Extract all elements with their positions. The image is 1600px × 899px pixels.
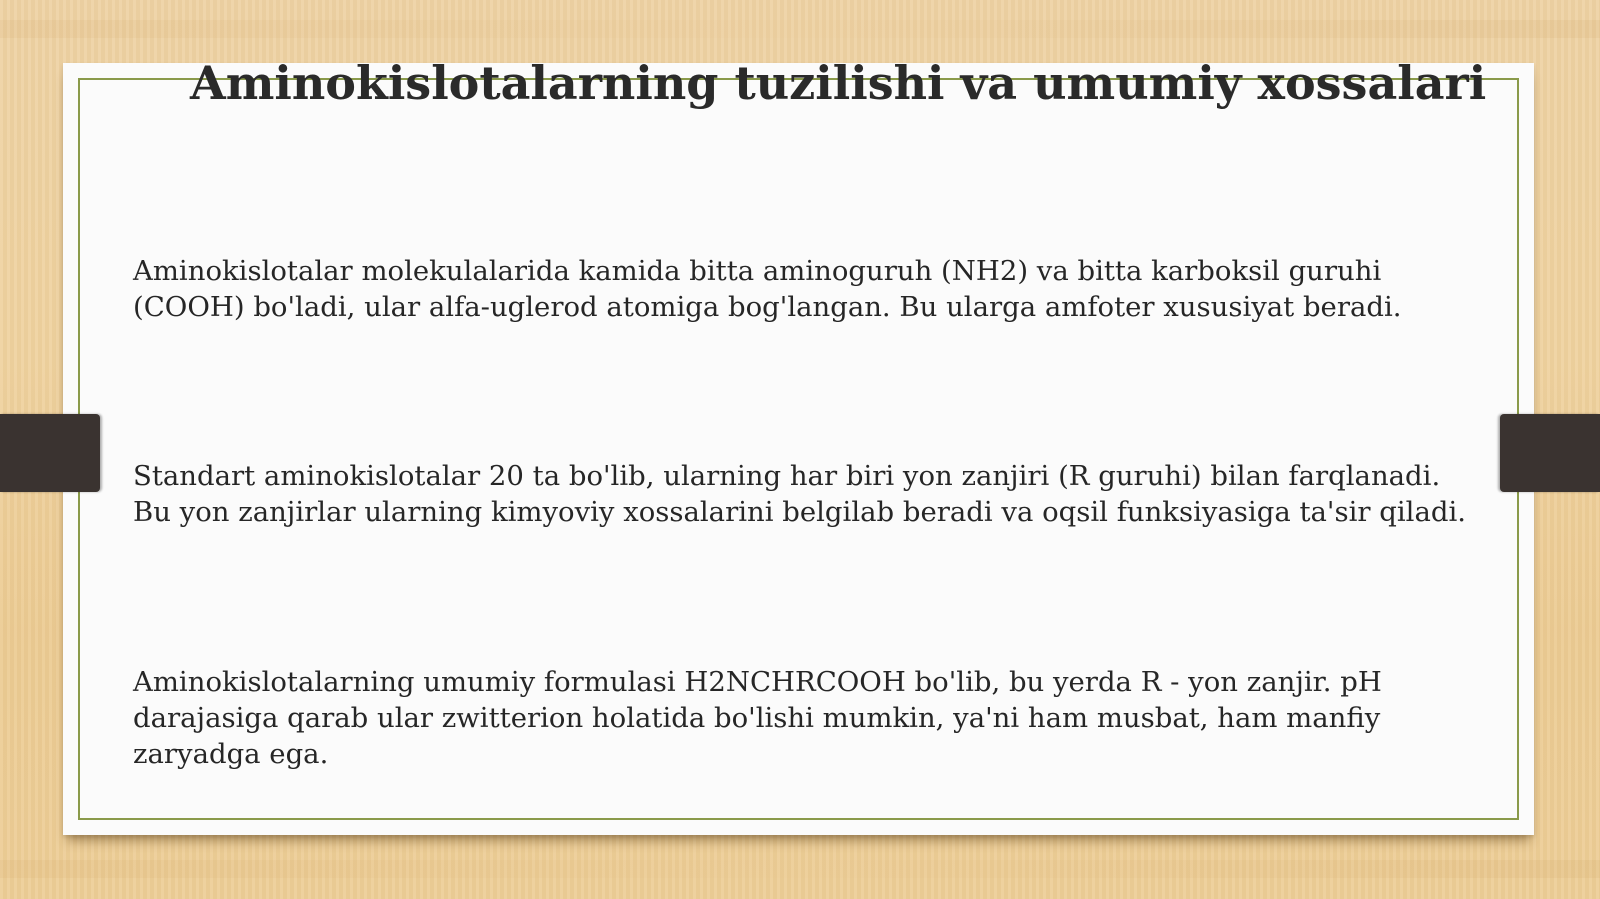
left-binder-clip <box>0 414 100 492</box>
wood-texture <box>0 20 1600 38</box>
wood-texture <box>0 860 1600 878</box>
slide-title: Aminokislotalarning tuzilishi va umumiy xossalari <box>190 56 1487 110</box>
paragraph-general-formula: Aminokislotalarning umumiy formulasi H2NCHRCOOH bo'lib, bu yerda R - yon zanjir. pH darajasiga qarab ular zwitterion holatida bo'lishi mumkin, ya'ni ham musbat, ham manfiy zaryadga ega. <box>133 666 1382 770</box>
paragraph-structure: Aminokislotalar molekulalarida kamida bitta aminoguruh (NH2) va bitta karboksil guruhi (COOH) bo'ladi, ular alfa-uglerod atomiga bog'langan. Bu ularga amfoter xususiyat beradi. <box>133 255 1402 323</box>
right-binder-clip <box>1500 414 1600 492</box>
paragraph-standard-amino-acids: Standart aminokislotalar 20 ta bo'lib, ularning har biri yon zanjiri (R guruhi) bilan farqlanadi. Bu yon zanjirlar ularning kimyoviy xossalarini belgilab beradi va oqsil funksiyasiga ta'sir qiladi. <box>133 460 1466 528</box>
